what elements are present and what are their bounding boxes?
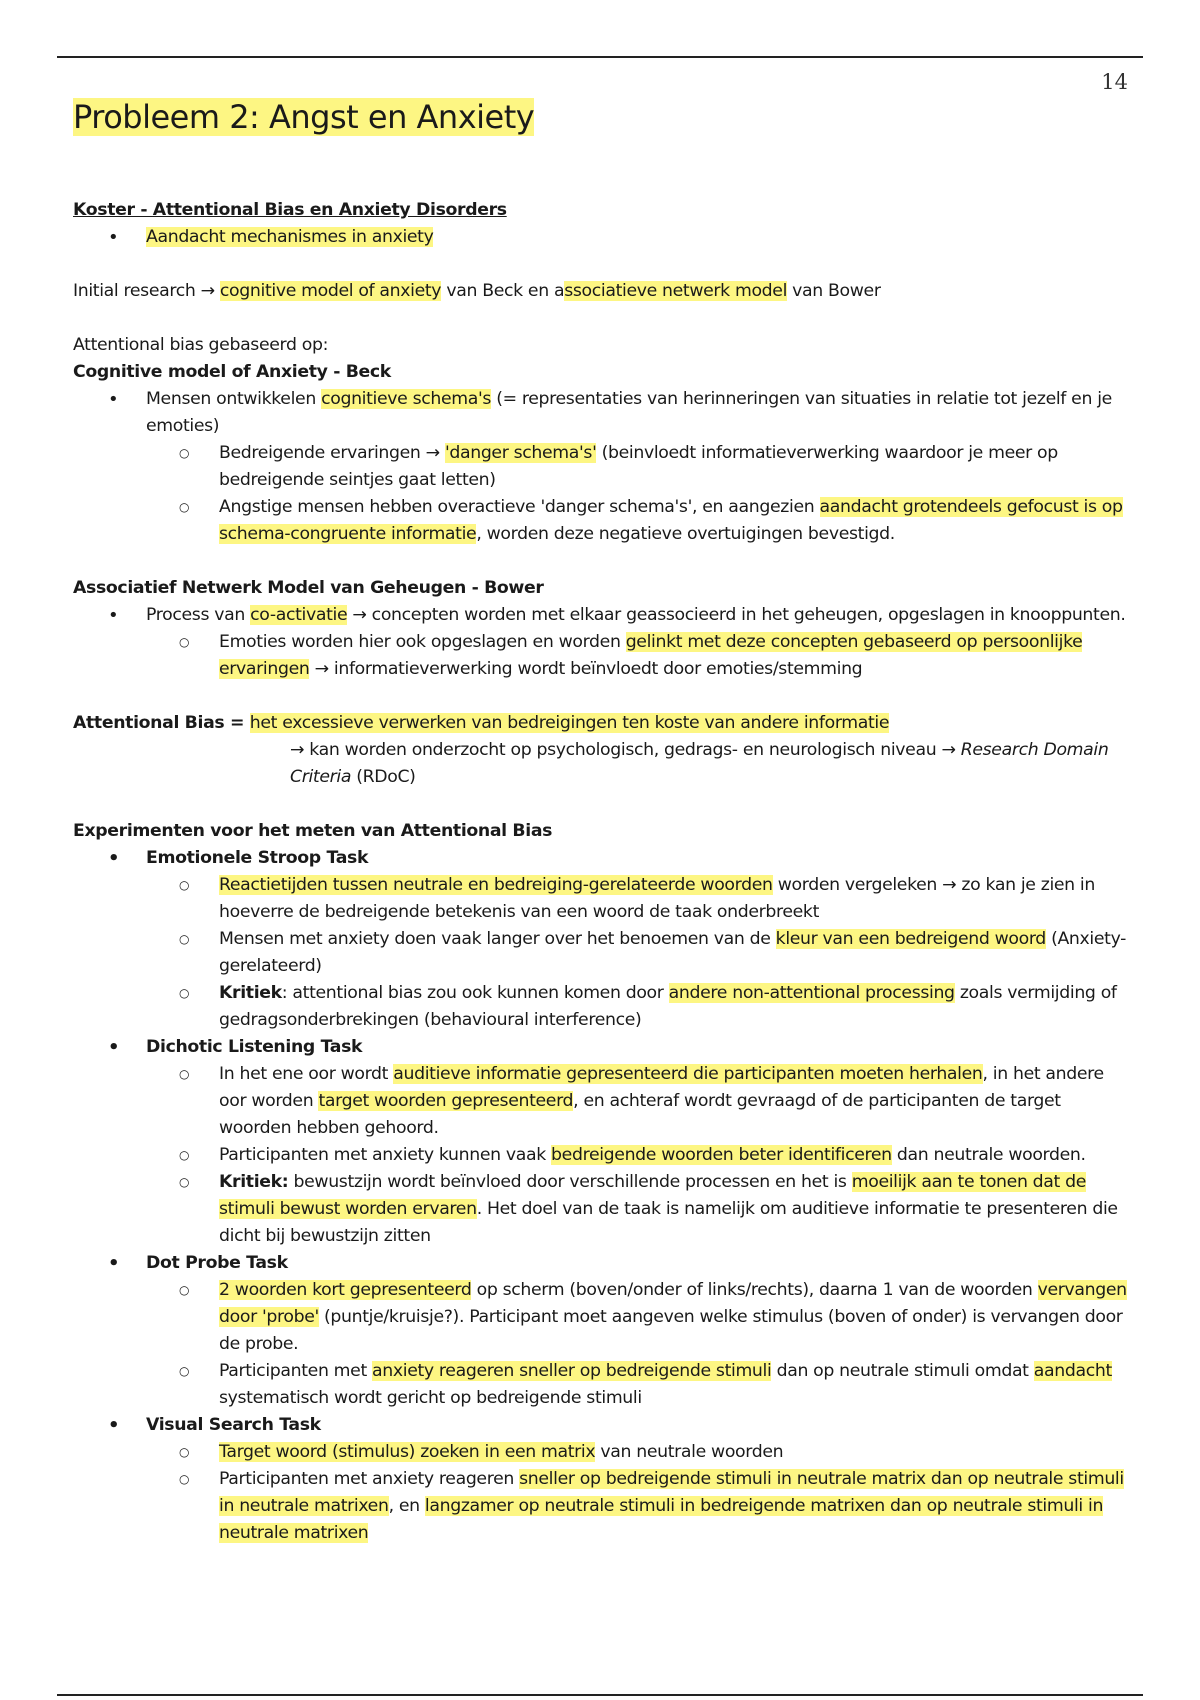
list-item: ○ Participanten met anxiety reageren sneller op bedreigende stimuli dan op neutrale stimuli omdat aandacht systematisch wordt gericht op bedreigende stimuli: [73, 1358, 1133, 1412]
list-item: [73, 224, 1133, 251]
bullet-icon: •: [108, 389, 119, 410]
list-item: ○ Kritiek: attentional bias zou ook kunnen komen door andere non-attentional processing zoals vermijding of gedragsonderbrekingen (behavioural interference): [73, 980, 1133, 1034]
list-item: ○ Target woord (stimulus) zoeken in een matrix van neutrale woorden: [73, 1439, 1133, 1466]
sub-bullet-icon: ○: [179, 878, 190, 892]
based-on-text: Attentional bias gebaseerd op:: [73, 335, 329, 355]
bullet-icon: •: [108, 1253, 120, 1274]
section-heading-koster: Koster - Attentional Bias en Anxiety Disorders: [73, 200, 507, 220]
list-item: ○ Participanten met anxiety kunnen vaak bedreigende woorden beter identificeren dan neutrale woorden.: [73, 1142, 1133, 1169]
list-item: • Visual Search Task: [73, 1412, 1133, 1439]
bullet-icon: •: [108, 1415, 120, 1436]
bullet-icon: •: [108, 605, 119, 626]
list-item: ○ Angstige mensen hebben overactieve 'danger schema's', en aangezien aandacht grotendeels gefocust is op schema-congruente informatie, worden deze negatieve overtuigingen bevestigd.: [73, 494, 1133, 548]
list-item: • Emotionele Stroop Task: [73, 845, 1133, 872]
list-item: • Process van co-activatie → concepten worden met elkaar geassocieerd in het geheugen, opgeslagen in knooppunten.: [73, 602, 1133, 629]
top-rule: [57, 56, 1143, 58]
sub-bullet-icon: ○: [179, 1175, 190, 1189]
sub-bullet-icon: ○: [179, 1067, 190, 1081]
list-item: ○ In het ene oor wordt auditieve informatie gepresenteerd die participanten moeten herhalen, in het andere oor worden target woorden gepresenteerd, en achteraf wordt gevraagd of de participanten de target woorden hebben gehoord.: [73, 1061, 1133, 1142]
list-item: • Dot Probe Task: [73, 1250, 1133, 1277]
section-heading-bower: Associatief Netwerk Model van Geheugen - Bower: [73, 578, 544, 598]
page-title: [73, 95, 1133, 139]
sub-bullet-icon: ○: [179, 986, 190, 1000]
title-highlight: Probleem 2: Angst en Anxiety: [73, 98, 535, 136]
highlight-text: Aandacht mechanismes in anxiety: [146, 227, 434, 247]
sub-bullet-icon: ○: [179, 1472, 190, 1486]
attentional-bias-rdoc: → kan worden onderzocht op psychologisch, gedrags- en neurologisch niveau → Research Domain Criteria (RDoC): [290, 740, 1109, 787]
list-item: ○ Mensen met anxiety doen vaak langer over het benoemen van de kleur van een bedreigend woord (Anxiety-gerelateerd): [73, 926, 1133, 980]
sub-bullet-icon: ○: [179, 500, 190, 514]
sub-bullet-icon: ○: [179, 635, 190, 649]
bottom-rule: [57, 1694, 1143, 1696]
sub-bullet-icon: ○: [179, 1445, 190, 1459]
bullet-icon: •: [108, 1037, 120, 1058]
sub-bullet-icon: ○: [179, 1283, 190, 1297]
list-item: ○ Kritiek: bewustzijn wordt beïnvloed door verschillende processen en het is moeilijk aan te tonen dat de stimuli bewust worden ervaren. Het doel van de taak is namelijk om auditieve informatie te presenteren die dicht bij bewustzijn zitten: [73, 1169, 1133, 1250]
bullet-icon: •: [108, 848, 120, 869]
attentional-bias-definition: Attentional Bias = het excessieve verwerken van bedreigingen ten koste van andere informatie: [73, 713, 890, 733]
list-item: ○ Bedreigende ervaringen → 'danger schema's' (beinvloedt informatieverwerking waardoor je meer op bedreigende seintjes gaat letten): [73, 440, 1133, 494]
sub-bullet-icon: ○: [179, 1148, 190, 1162]
list-item: ○ Reactietijden tussen neutrale en bedreiging-gerelateerde woorden worden vergeleken → zo kan je zien in hoeverre de bedreigende betekenis van een woord de taak onderbreekt: [73, 872, 1133, 926]
bullet-icon: •: [108, 227, 119, 248]
document-body: [73, 95, 1133, 1547]
sub-bullet-icon: ○: [179, 1364, 190, 1378]
list-item: ○ 2 woorden kort gepresenteerd op scherm (boven/onder of links/rechts), daarna 1 van de woorden vervangen door 'probe' (puntje/kruisje?). Participant moet aangeven welke stimulus (boven of onder) is vervangen door de probe.: [73, 1277, 1133, 1358]
list-item: ○ Participanten met anxiety reageren sneller op bedreigende stimuli in neutrale matrix dan op neutrale stimuli in neutrale matrixen, en langzamer op neutrale stimuli in bedreigende matrixen dan op neutrale stimuli in neutrale matrixen: [73, 1466, 1133, 1547]
list-item: • Mensen ontwikkelen cognitieve schema's (= representaties van herinneringen van situaties in relatie tot jezelf en je emoties): [73, 386, 1133, 440]
list-item: • Dichotic Listening Task: [73, 1034, 1133, 1061]
page-number: 14: [1101, 70, 1128, 94]
section-heading-experiments: Experimenten voor het meten van Attentional Bias: [73, 821, 553, 841]
sub-bullet-icon: ○: [179, 446, 190, 460]
list-item: ○ Emoties worden hier ook opgeslagen en worden gelinkt met deze concepten gebaseerd op persoonlijke ervaringen → informatieverwerking wordt beïnvloedt door emoties/stemming: [73, 629, 1133, 683]
initial-research: Initial research → cognitive model of anxiety van Beck en associatieve netwerk model van Bower: [73, 281, 881, 301]
sub-bullet-icon: ○: [179, 932, 190, 946]
section-heading-beck: Cognitive model of Anxiety - Beck: [73, 362, 391, 382]
